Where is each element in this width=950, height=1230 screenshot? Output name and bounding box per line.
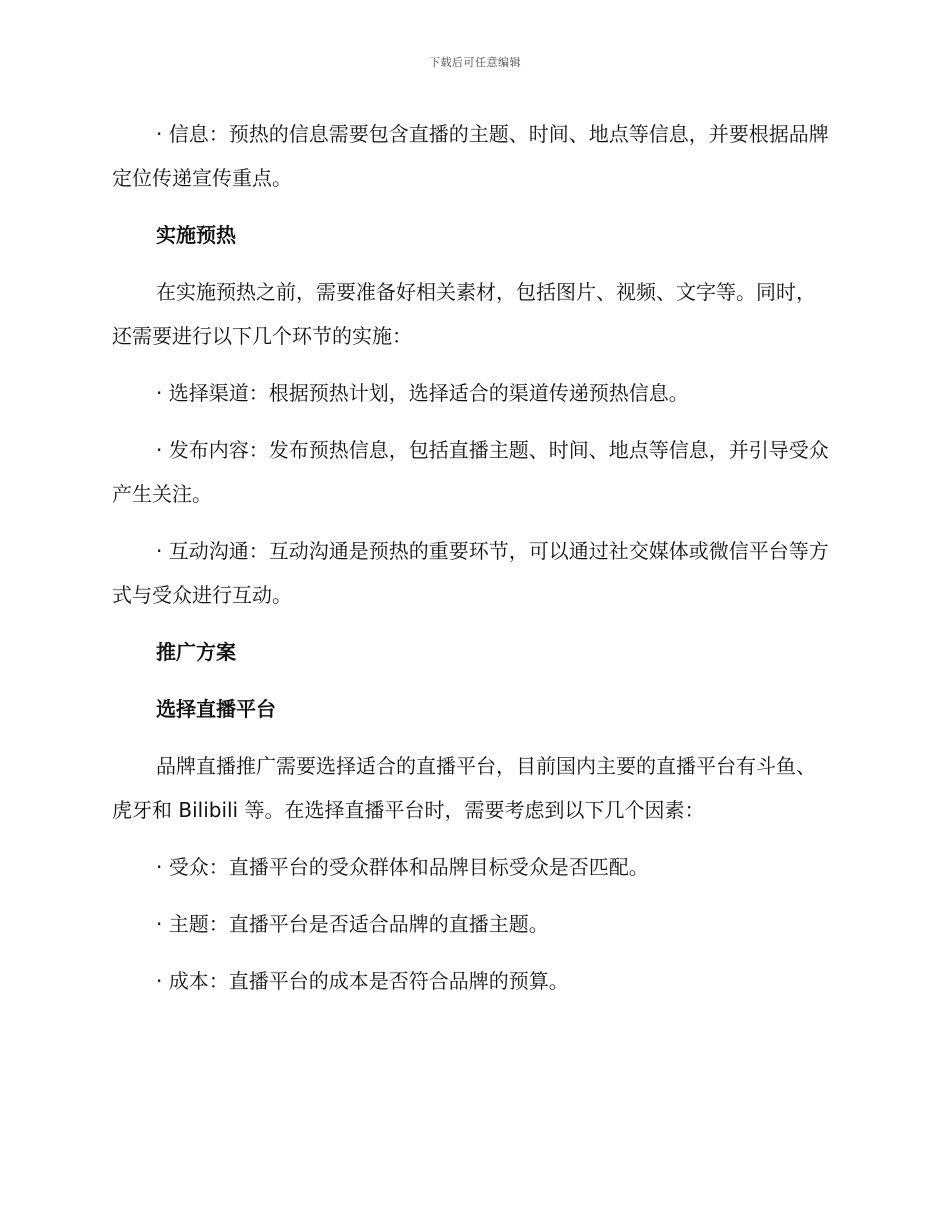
- paragraph-publish-content: · 发布内容：发布预热信息，包括直播主题、时间、地点等信息，并引导受众产生关注。: [112, 438, 829, 506]
- paragraph-platform-intro: 品牌直播推广需要选择适合的直播平台，目前国内主要的直播平台有斗鱼、虎牙和 Bilibili 等。在选择直播平台时，需要考虑到以下几个因素：: [112, 754, 816, 822]
- paragraph-cost: · 成本：直播平台的成本是否符合品牌的预算。: [156, 969, 569, 993]
- heading-promotion-plan: 推广方案: [156, 640, 236, 664]
- paragraph-implement-intro: 在实施预热之前，需要准备好相关素材，包括图片、视频、文字等。同时，还需要进行以下几个环节的实施：: [112, 280, 816, 348]
- paragraph-info: · 信息：预热的信息需要包含直播的主题、时间、地点等信息，并要根据品牌定位传递宣传重点。: [112, 122, 829, 190]
- paragraph-theme: · 主题：直播平台是否适合品牌的直播主题。: [156, 912, 549, 936]
- paragraph-select-channel: · 选择渠道：根据预热计划，选择适合的渠道传递预热信息。: [156, 381, 689, 405]
- header-note: 下载后可任意编辑: [429, 56, 521, 69]
- document-body: [112, 112, 832, 1016]
- heading-implement-preheat: 实施预热: [156, 223, 236, 247]
- heading-select-platform: 选择直播平台: [156, 697, 276, 721]
- paragraph-audience: · 受众：直播平台的受众群体和品牌目标受众是否匹配。: [156, 855, 649, 879]
- paragraph-interaction: · 互动沟通：互动沟通是预热的重要环节，可以通过社交媒体或微信平台等方式与受众进行互动。: [112, 539, 829, 607]
